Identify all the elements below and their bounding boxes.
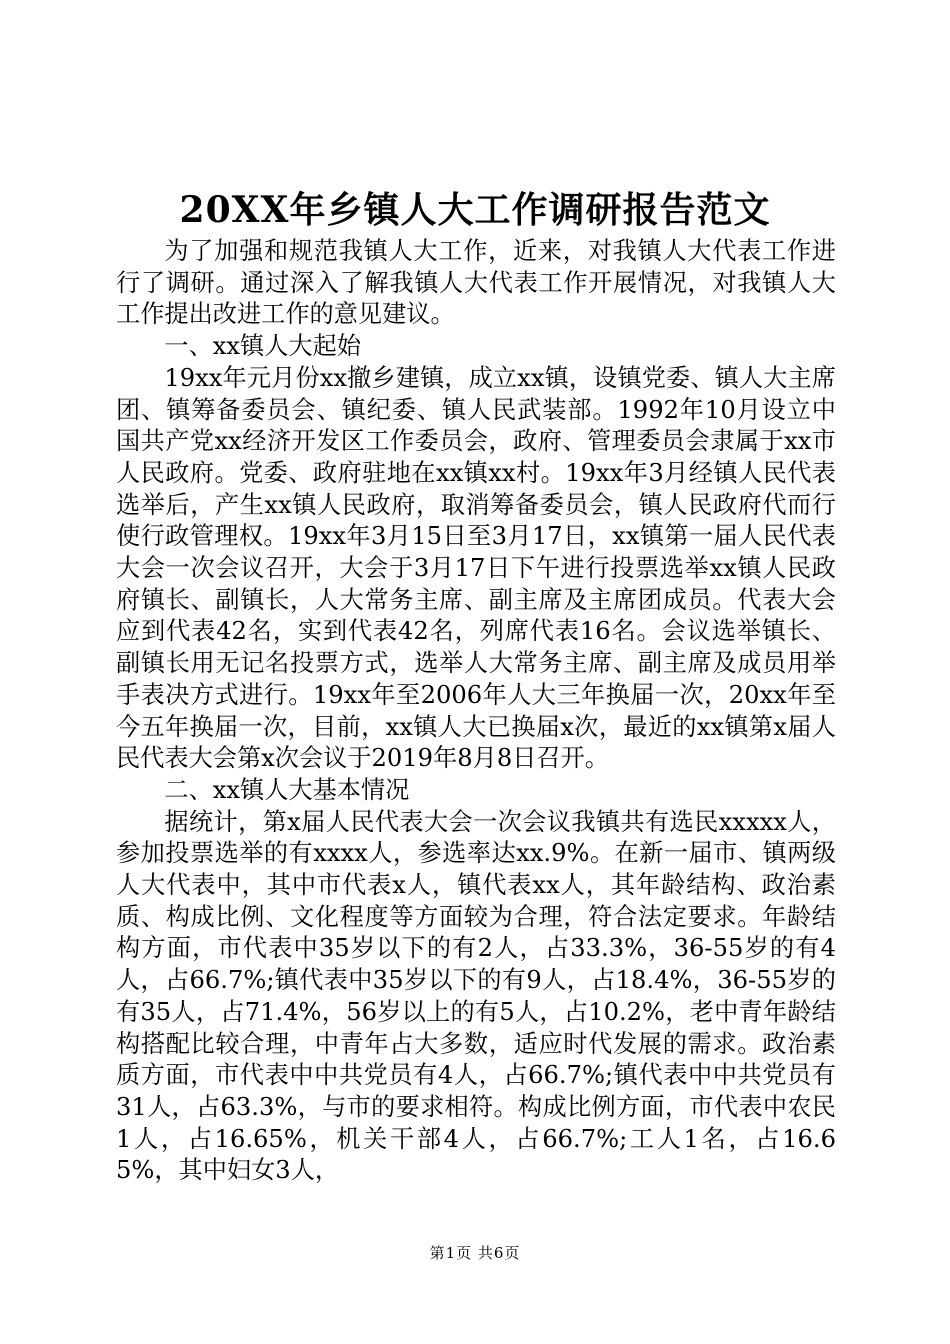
intro-paragraph: 为了加强和规范我镇人大工作，近来，对我镇人大代表工作进行了调研。通过深入了解我镇人大代表工作开展情况，对我镇人大工作提出改进工作的意见建议。 xyxy=(116,237,836,329)
section-1-heading: 一、xx镇人大起始 xyxy=(164,332,361,361)
section-2-paragraph: 据统计，第x届人民代表大会一次会议我镇共有选民xxxxx人，参加投票选举的有xxxx人，参选率达xx.9%。在新一届市、镇两级人大代表中，其中市代表x人，镇代表xx人，其年龄结构、政治素质、构成比例、文化程度等方面较为合理，符合法定要求。年龄结构方面，市代表中35岁以下的有2人，占33.3%，36-55岁的有4人，占66.7%;镇代表中35岁以下的有9人，占18.4%，36-55岁的有35人，占71.4%，56岁以上的有5人，占10.2%，老中青年龄结构搭配比较合理，中青年占大多数，适应时代发展的需求。政治素质方面，市代表中中共党员有4人，占66.7%;镇代表中中共党员有31人，占63.3%，与市的要求相符。构成比例方面，市代表中农民1人，占16.65%，机关干部4人，占66.7%;工人1名，占16.65%，其中妇女3人， xyxy=(116,807,836,1185)
page-footer: 第1页 共6页 xyxy=(429,1244,521,1262)
document-title: 20XX年乡镇人大工作调研报告范文 xyxy=(179,189,771,231)
document-body xyxy=(116,236,836,1187)
section-1-paragraph: 19xx年元月份xx撤乡建镇，成立xx镇，设镇党委、镇人大主席团、镇筹备委员会、镇纪委、镇人民武装部。1992年10月设立中国共产党xx经济开发区工作委员会，政府、管理委员会隶属于xx市人民政府。党委、政府驻地在xx镇xx村。19xx年3月经镇人民代表选举后，产生xx镇人民政府，取消筹备委员会，镇人民政府代而行使行政管理权。19xx年3月15日至3月17日，xx镇第一届人民代表大会一次会议召开，大会于3月17日下午进行投票选举xx镇人民政府镇长、副镇长，人大常务主席、副主席及主席团成员。代表大会应到代表42名，实到代表42名，列席代表16名。会议选举镇长、副镇长用无记名投票方式，选举人大常务主席、副主席及成员用举手表决方式进行。19xx年至2006年人大三年换届一次，20xx年至今五年换届一次，目前，xx镇人大已换届x次，最近的xx镇第x届人民代表大会第x次会议于2019年8月8日召开。 xyxy=(116,363,836,773)
section-2-heading: 二、xx镇人大基本情况 xyxy=(164,775,410,804)
